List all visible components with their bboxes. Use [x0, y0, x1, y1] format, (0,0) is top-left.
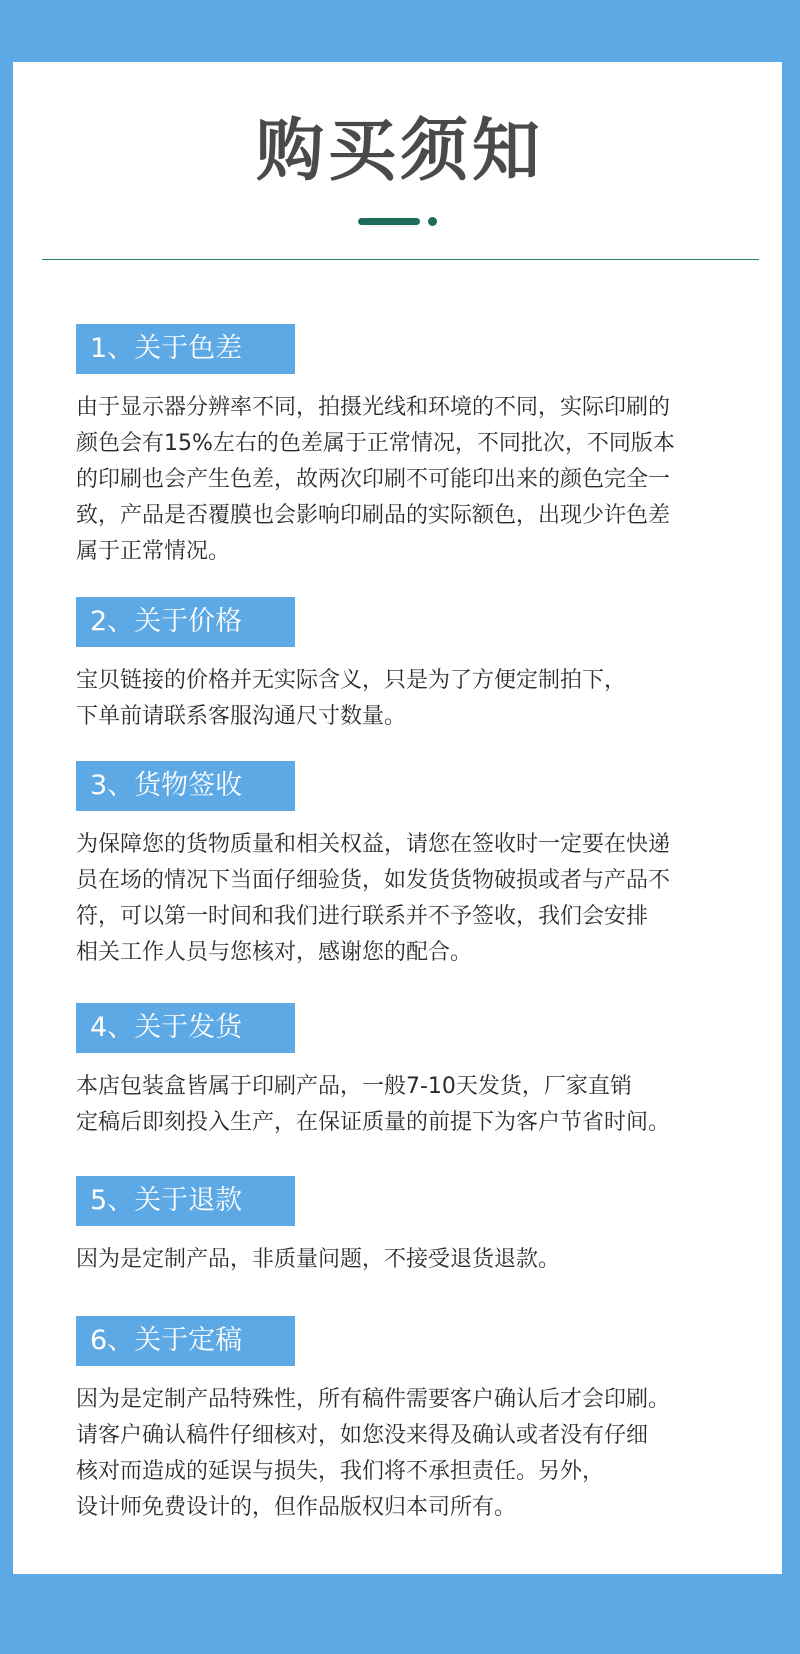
- section-color-difference: [76, 324, 736, 570]
- section-heading: 1、关于色差: [76, 324, 295, 374]
- section-shipping: [76, 1003, 736, 1141]
- section-heading: 6、关于定稿: [76, 1316, 295, 1366]
- section-refund: [76, 1176, 736, 1278]
- body-line: 下单前请联系客服沟通尺寸数量。: [76, 704, 407, 729]
- body-line: 请客户确认稿件仔细核对，如您没来得及确认或者没有仔细: [76, 1423, 649, 1448]
- title-decoration: [358, 218, 440, 225]
- section-body: [76, 1242, 736, 1278]
- body-line: 颜色会有15%左右的色差属于正常情况，不同批次，不同版本: [76, 431, 675, 456]
- section-body: [76, 827, 736, 971]
- body-line: 设计师免费设计的，但作品版权归本司所有。: [76, 1495, 517, 1520]
- header-divider: [42, 259, 759, 260]
- section-body: [76, 663, 736, 735]
- section-final-draft: [76, 1316, 736, 1526]
- body-line: 符，可以第一时间和我们进行联系并不予签收，我们会安排: [76, 904, 649, 929]
- decoration-dot: [428, 217, 437, 226]
- body-line: 定稿后即刻投入生产，在保证质量的前提下为客户节省时间。: [76, 1110, 671, 1135]
- section-receipt: [76, 761, 736, 971]
- body-line: 宝贝链接的价格并无实际含义，只是为了方便定制拍下，: [76, 668, 627, 693]
- body-line: 员在场的情况下当面仔细验货，如发货货物破损或者与产品不: [76, 868, 671, 893]
- section-body: [76, 390, 736, 570]
- body-line: 本店包装盒皆属于印刷产品，一般7-10天发货，厂家直销: [76, 1074, 632, 1099]
- page-title: 购买须知: [255, 112, 544, 191]
- section-body: [76, 1069, 736, 1141]
- body-line: 因为是定制产品，非质量问题，不接受退货退款。: [76, 1247, 561, 1272]
- body-line: 的印刷也会产生色差，故两次印刷不可能印出来的颜色完全一: [76, 467, 671, 492]
- body-line: 为保障您的货物质量和相关权益，请您在签收时一定要在快递: [76, 832, 671, 857]
- section-body: [76, 1382, 736, 1526]
- decoration-bar: [358, 218, 420, 225]
- body-line: 致，产品是否覆膜也会影响印刷品的实际额色，出现少许色差: [76, 503, 671, 528]
- body-line: 由于显示器分辨率不同，拍摄光线和环境的不同，实际印刷的: [76, 395, 671, 420]
- section-heading: 5、关于退款: [76, 1176, 295, 1226]
- section-heading: 4、关于发货: [76, 1003, 295, 1053]
- body-line: 相关工作人员与您核对，感谢您的配合。: [76, 940, 473, 965]
- body-line: 因为是定制产品特殊性，所有稿件需要客户确认后才会印刷。: [76, 1387, 671, 1412]
- body-line: 核对而造成的延误与损失，我们将不承担责任。另外，: [76, 1459, 605, 1484]
- section-heading: 2、关于价格: [76, 597, 295, 647]
- body-line: 属于正常情况。: [76, 539, 231, 564]
- section-price: [76, 597, 736, 735]
- section-heading: 3、货物签收: [76, 761, 295, 811]
